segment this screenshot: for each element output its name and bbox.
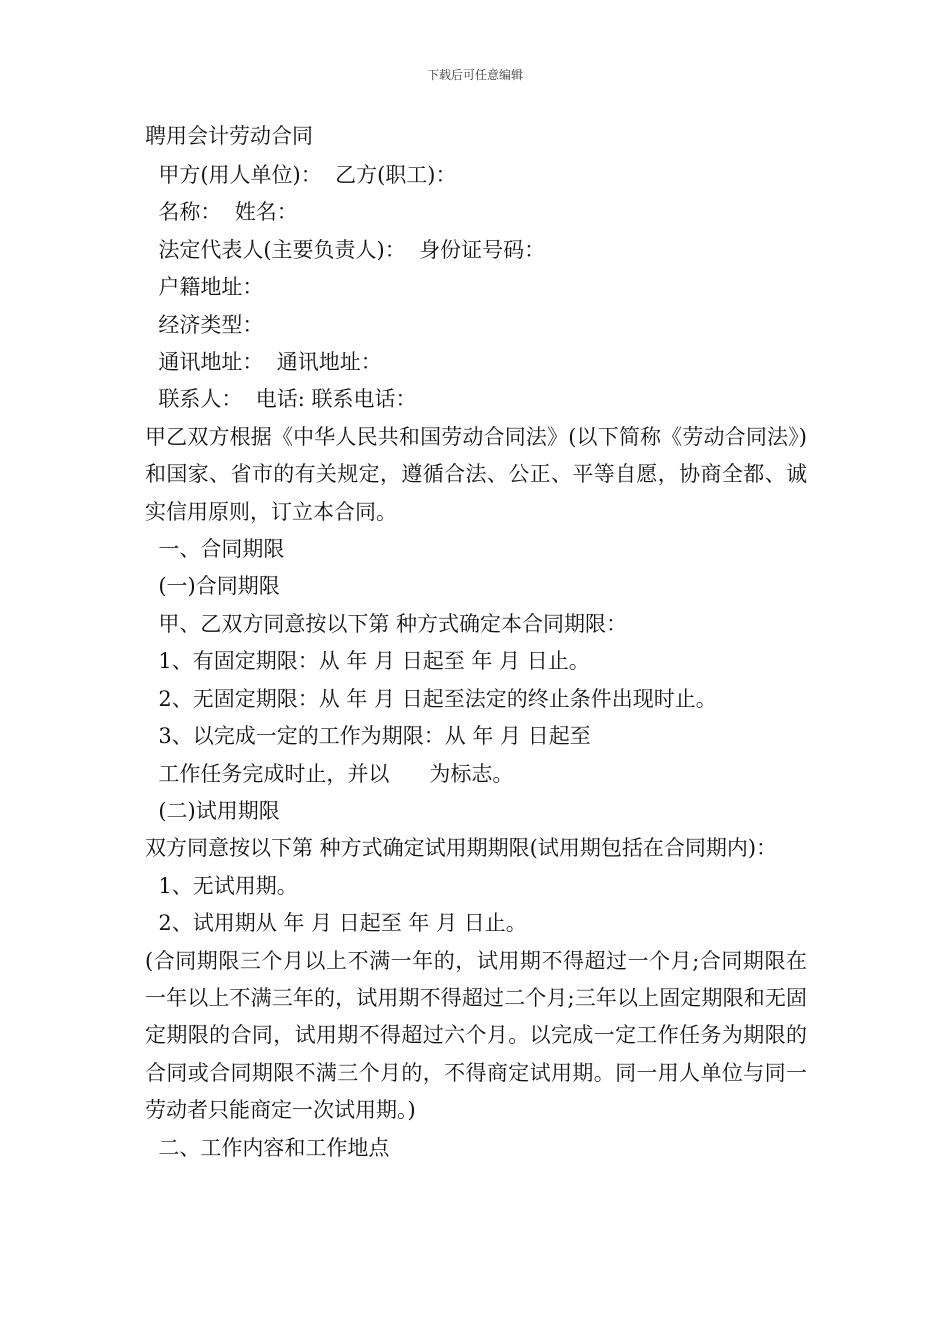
paragraph: 双方同意按以下第 种方式确定试用期期限(试用期包括在合同期内)： [145, 836, 778, 861]
text-line: 1、无试用期。 [145, 873, 298, 898]
text-line: 户籍地址： [145, 275, 264, 300]
document-body [145, 122, 807, 1167]
text-line: 法定代表人(主要负责人)： 身份证号码： [145, 237, 546, 262]
text-line: 二、工作内容和工作地点 [145, 1135, 390, 1160]
text-line: 甲方(用人单位)： 乙方(职工)： [145, 163, 457, 187]
page-header: 下载后可任意编辑 [426, 68, 523, 82]
paragraph: (合同期限三个月以上不满一年的，试用期不得超过一个月;合同期限在一年以上不满三年的，试用期不得超过二个月;三年以上固定期限和无固定期限的合同，试用期不得超过六个月。以完成一定工作任务为期限的合同或合同期限不满三个月的，不得商定试用期。同一用人单位与同一劳动者只能商定一次试用期。) [145, 948, 807, 1123]
text-line: 经济类型： [145, 312, 264, 337]
paragraph: 甲乙双方根据《中华人民共和国劳动合同法》(以下简称《劳动合同法》)和国家、省市的有关规定，遵循合法、公正、平等自愿，协商全都、诚实信用原则，订立本合同。 [145, 424, 807, 524]
text-line: 1、有固定期限：从 年 月 日起至 年 月 日止。 [145, 649, 590, 674]
text-line: 2、无固定期限：从 年 月 日起至法定的终止条件出现时止。 [145, 686, 717, 711]
document-title: 聘用会计劳动合同 [145, 124, 313, 148]
text-line: 通讯地址： 通讯地址： [145, 350, 382, 375]
text-line: 3、以完成一定的工作为期限：从 年 月 日起至 [145, 724, 591, 749]
text-line: 名称： 姓名： [145, 200, 298, 225]
text-line: 甲、乙双方同意按以下第 种方式确定本合同期限： [145, 611, 628, 636]
text-line: 联系人： 电话: 联系电话： [145, 387, 417, 412]
text-line: 2、试用期从 年 月 日起至 年 月 日止。 [145, 911, 527, 936]
document-blocks [145, 157, 807, 1167]
text-line: (一)合同期限 [145, 574, 280, 599]
text-line: 工作任务完成时止，并以 为标志。 [145, 761, 514, 786]
text-line: (二)试用期限 [145, 798, 280, 823]
text-line: 一、合同期限 [145, 537, 285, 562]
